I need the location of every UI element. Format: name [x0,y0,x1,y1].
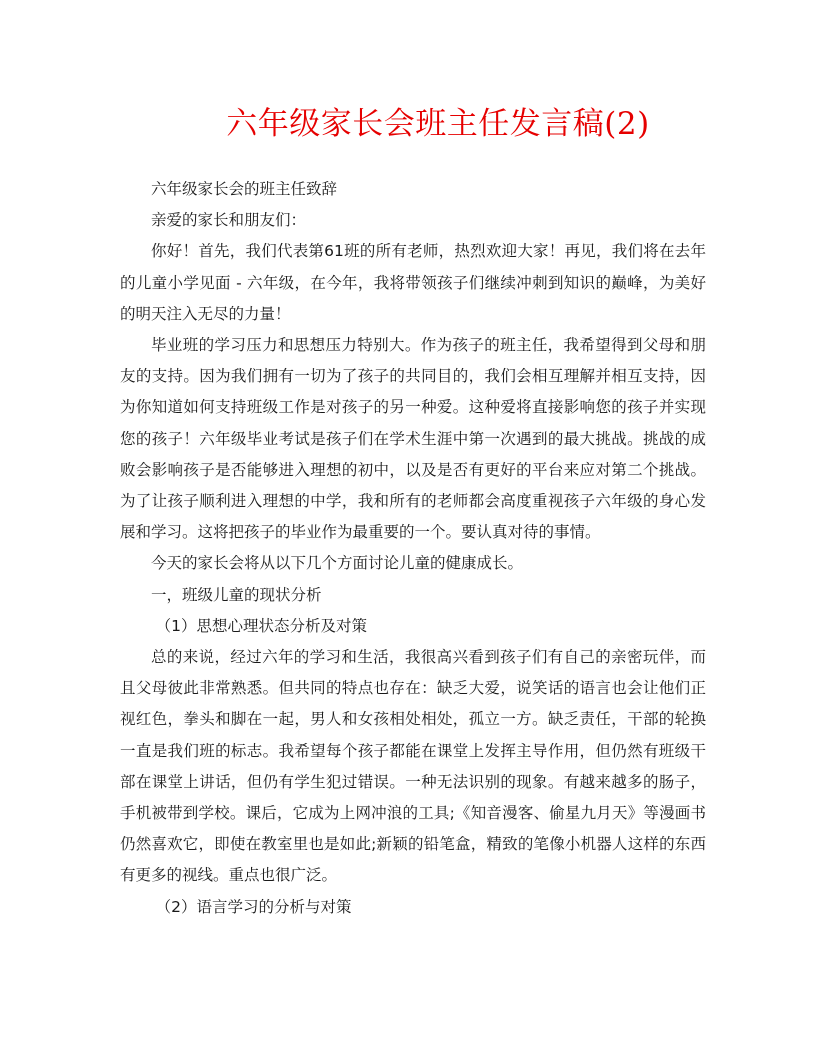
paragraph-welcome: 你好！首先，我们代表第61班的所有老师，热烈欢迎大家！再见，我们将在去年的儿童小学见面 - 六年级，在今年，我将带领孩子们继续冲刺到知识的巅峰，为美好的明天注入无尽的力量！ [120,242,706,323]
paragraph-heading: 六年级家长会的班主任致辞 [151,180,338,198]
document-title: 六年级家长会班主任发言稿(2) [226,106,650,142]
subsection-heading-2: （2）语言学习的分析与对策 [155,897,352,916]
section-heading-1: 一，班级儿童的现状分析 [151,585,322,604]
subsection-heading-1: （1）思想心理状态分析及对策 [155,616,368,635]
paragraph-graduation-pressure: 毕业班的学习压力和思想压力特别大。作为孩子的班主任，我希望得到父母和朋友的支持。因为我们拥有一切为了孩子的共同目的，我们会相互理解并相互支持，因为你知道如何支持班级工作是对孩子的另一种爱。这种爱将直接影响您的孩子并实现您的孩子！六年级毕业考试是孩子们在学术生涯中第一次遇到的最大挑战。挑战的成败会影响孩子是否能够进入理想的初中，以及是否有更好的平台来应对第二个挑战。为了让孩子顺利进入理想的中学，我和所有的老师都会高度重视孩子六年级的身心发展和学习。这将把孩子的毕业作为最重要的一个。要认真对待的事情。 [120,336,706,542]
paragraph-agenda: 今天的家长会将从以下几个方面讨论儿童的健康成长。 [151,554,524,573]
document-body [120,174,706,923]
paragraph-salutation: 亲爱的家长和朋友们： [151,211,307,230]
paragraph-analysis: 总的来说，经过六年的学习和生活，我很高兴看到孩子们有自己的亲密玩伴，而且父母彼此非常熟悉。但共同的特点也存在：缺乏大爱，说笑话的语言也会让他们正视红色，拳头和脚在一起，男人和女孩相处相处，孤立一方。缺乏责任，干部的轮换一直是我们班的标志。我希望每个孩子都能在课堂上发挥主导作用，但仍然有班级干部在课堂上讲话，但仍有学生犯过错误。一种无法识别的现象。有越来越多的肠子，手机被带到学校。课后，它成为上网冲浪的工具;《知音漫客、偷星九月天》等漫画书仍然喜欢它，即使在教室里也是如此;新颖的铅笔盒，精致的笔像小机器人这样的东西有更多的视线。重点也很广泛。 [120,648,706,885]
